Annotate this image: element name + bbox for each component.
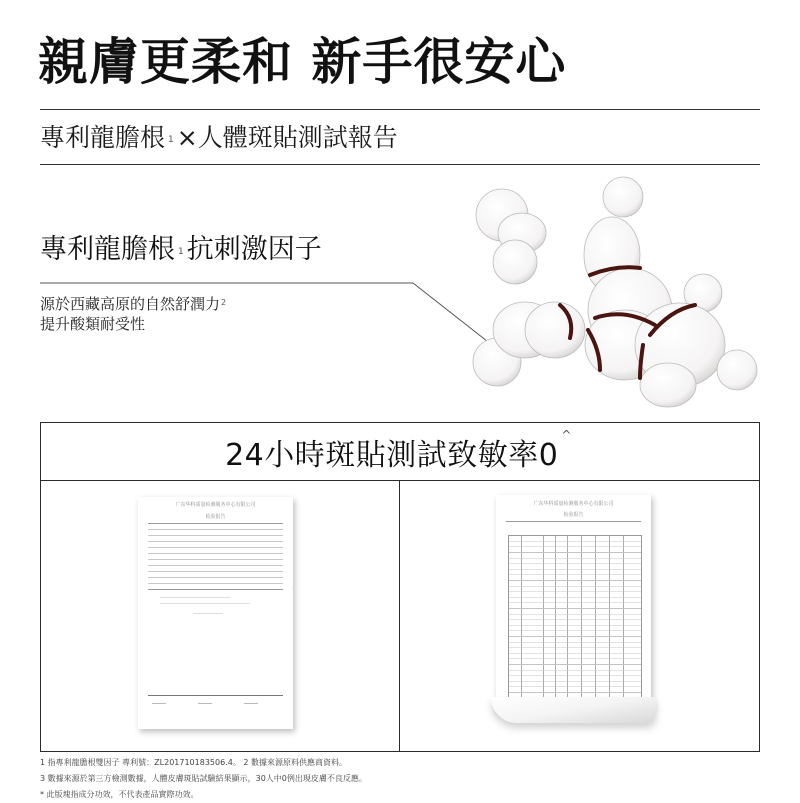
page-curl-shadow xyxy=(491,697,656,723)
leader-line xyxy=(40,283,492,345)
report-data-table xyxy=(508,535,642,702)
patch-test-title xyxy=(225,427,575,474)
feature-desc-line-1: 源於西藏高原的自然舒潤力 xyxy=(40,295,221,313)
feature-title-text-2: 抗刺激因子 xyxy=(186,234,322,265)
report-title-right: 检验报告 xyxy=(563,512,584,518)
patch-test-footnote-ref: ^ xyxy=(561,427,572,442)
feature-desc-footnote-ref: 2 xyxy=(221,298,227,307)
report-title-left: 检验报告 xyxy=(205,514,226,520)
footnote-2: 3 數據來源於第三方檢測數據，人體皮膚斑貼試驗結果顯示，30人中0例出現皮膚不良反應。 xyxy=(40,774,367,783)
feature-desc-line-2: 提升酸類耐受性 xyxy=(40,315,146,333)
patch-test-title-text: 24小時斑貼測試致敏率0 xyxy=(225,437,559,473)
test-report-document-left[interactable]: 广东华科质量检测服务中心有限公司 检验报告 · xyxy=(138,497,293,729)
page-headline: 親膚更柔和 新手很安心 xyxy=(38,33,567,91)
patch-test-title-row xyxy=(41,423,759,481)
subhead-text-2: ×人體斑貼測試報告 xyxy=(176,123,398,152)
report-company-left: 广东华科质量检测服务中心有限公司 xyxy=(175,502,256,508)
report-cell-left xyxy=(41,481,400,751)
divider-top xyxy=(40,109,760,110)
footnotes xyxy=(40,755,367,803)
footnote-ref-1: 1 xyxy=(168,135,174,145)
feature-title-text-1: 專利龍膽根 xyxy=(40,234,175,265)
footnote-1: 1 指專利龍膽根雙因子 專利號：ZL201710183506.4。 2 數據來源原料供應商資料。 xyxy=(40,758,347,767)
patch-test-panel xyxy=(40,422,760,752)
footnote-3: * 此版塊指成分功效，不代表產品實際功效。 xyxy=(40,790,199,799)
report-cell-right xyxy=(401,481,759,751)
report-company-right: 广东华科质量检测服务中心有限公司 xyxy=(533,501,614,507)
molecule-illustration xyxy=(0,160,800,420)
subheadline xyxy=(40,121,398,155)
test-report-document-right[interactable] xyxy=(496,495,651,710)
subhead-text-1: 專利龍膽根 xyxy=(40,123,166,152)
feature-footnote-ref: 1 xyxy=(178,247,184,257)
